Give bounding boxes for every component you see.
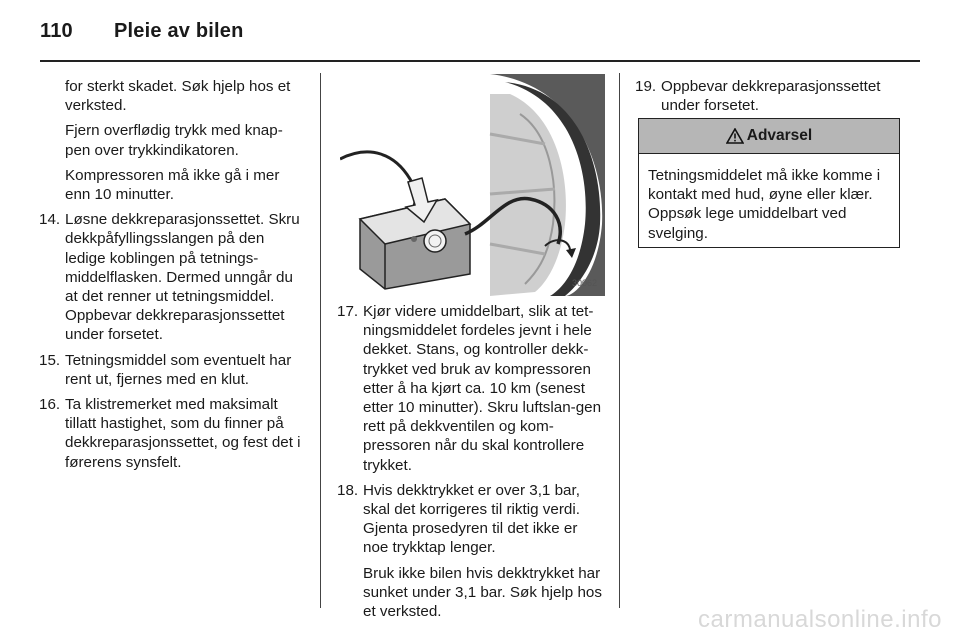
page-header: [40, 20, 244, 43]
warning-header: [639, 119, 899, 154]
list-item-15: [39, 351, 304, 389]
column-2: [337, 302, 605, 621]
item-number: 17.: [337, 303, 359, 320]
warning-text: Tetningsmiddelet må ikke komme i kontakt med hud, øyne eller klær. Oppsøk lege umiddelbart ved svelging.: [648, 167, 881, 242]
list-item-19: [635, 77, 903, 115]
item-text: Tetningsmiddel som eventuelt har rent ut, fjernes med en klut.: [65, 351, 292, 388]
item-text: Bruk ikke bilen hvis dekktrykket har sunket under 3,1 bar. Søk hjelp hos et verksted.: [363, 564, 602, 621]
column-3: [635, 77, 903, 115]
item-number: 14.: [39, 211, 61, 229]
item-text: Oppbevar dekkreparasjonssettet under forsetet.: [661, 78, 881, 115]
section-title: Pleie av bilen: [114, 20, 244, 42]
item-text: Kjør videre umiddelbart, slik at tet-ningsmiddelet fordeles jevnt i hele dekket. Stans, og kontroller dekk-trykket ved bruk av kompressoren etter å ha kjørt ca. 10 km (senest etter 10 minutter). Skru luftslan-gen rett på dekkventilen og kom-pressoren når du skal kontrollere trykket.: [363, 303, 602, 474]
header-rule: [40, 60, 920, 62]
watermark: carmanualsonline.info: [698, 606, 942, 633]
item-text: Løsne dekkreparasjonssettet. Skru dekkpåfyllingsslangen på den ledige koblingen på tetnings-middelflasken. Dermed unngår du at det renner ut tetningsmiddel. Oppbevar dekkreparasjonssettet under forsetet.: [65, 211, 300, 344]
list-item-14: [39, 210, 304, 344]
column-1: [39, 77, 304, 472]
figure-code: 30062: [571, 278, 597, 288]
warning-title: Advarsel: [746, 127, 813, 144]
list-item-17: [337, 302, 605, 475]
item-number: 19.: [635, 78, 657, 95]
intro-paragraph: Kompressoren må ikke gå i mer enn 10 minutter.: [65, 166, 280, 204]
item-number: 18.: [337, 481, 359, 499]
item-number: 15.: [39, 351, 61, 369]
warning-box: [638, 118, 900, 248]
item-number: 16.: [39, 396, 61, 414]
list-item-18: [337, 481, 605, 621]
warning-triangle-icon: [726, 128, 744, 144]
item-text: Hvis dekktrykket er over 3,1 bar, skal det korrigeres til riktig verdi. Gjenta prosedyren til det ikke er noe trykktap lenger.: [363, 481, 580, 557]
column-divider-1: [320, 73, 321, 608]
item-text: Ta klistremerket med maksimalt tillatt hastighet, som du finner på dekkreparasjonssettet, og fest det i førerens synsfelt.: [65, 396, 301, 471]
intro-paragraph: for sterkt skadet. Søk hjelp hos et verksted.: [65, 78, 291, 115]
list-item-16: [39, 395, 304, 472]
column-divider-2: [619, 73, 620, 608]
page-number: 110: [40, 20, 73, 42]
intro-paragraph: Fjern overflødig trykk med knap-pen over trykkindikatoren.: [65, 122, 283, 159]
compressor-illustration: [340, 74, 605, 296]
tire-compressor-drawing: [340, 74, 605, 296]
